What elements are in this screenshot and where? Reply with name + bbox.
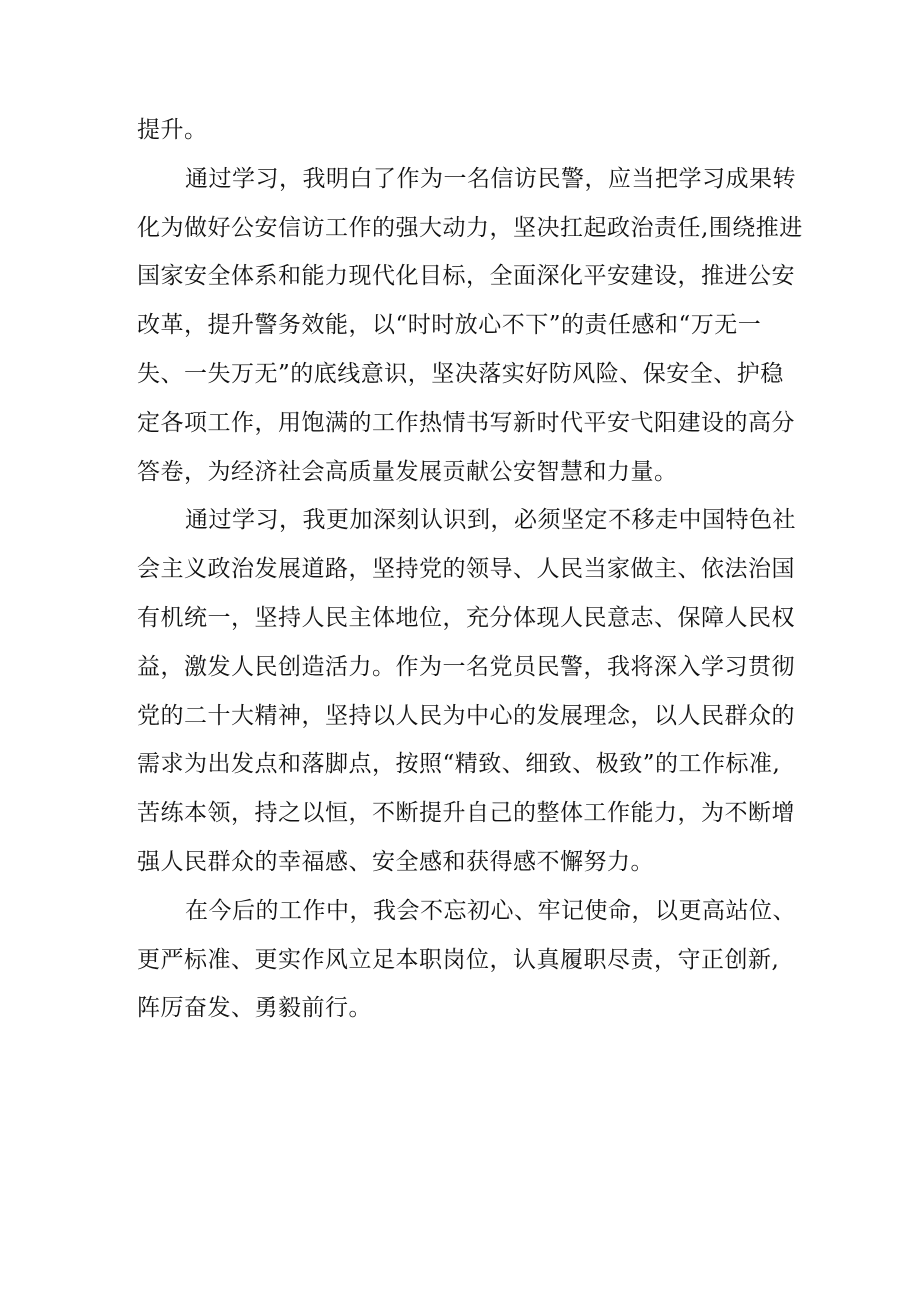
text-line: 改革，提升警务效能，以“时时放心不下”的责任感和“万无一 <box>137 312 762 339</box>
text-line: 化为做好公安信访工作的强大动力，坚决扛起政治责任,围绕推进 <box>137 214 803 241</box>
text-line: 提升。 <box>137 117 208 143</box>
text-line: 阵厉奋发、勇毅前行。 <box>137 995 372 1022</box>
text-line: 会主义政治发展道路，坚持党的领导、人民当家做主、依法治国 <box>137 556 795 583</box>
text-line: 苦练本领，持之以恒，不断提升自己的整体工作能力，为不断增 <box>137 800 795 827</box>
text-line: 答卷，为经济社会高质量发展贡献公安智慧和力量。 <box>137 458 678 485</box>
paragraph-future-work <box>137 887 796 1033</box>
text-line: 党的二十大精神，坚持以人民为中心的发展理念，以人民群众的 <box>137 702 795 729</box>
text-line: 通过学习，我更加深刻认识到，必须坚定不移走中国特色社 <box>185 507 796 534</box>
paragraph-study-petition-police <box>137 155 803 497</box>
text-line: 需求为出发点和落脚点，按照“精致、细致、极致”的工作标准, <box>137 751 781 778</box>
text-line: 更严标准、更实作风立足本职岗位，认真履职尽责，守正创新, <box>137 946 780 973</box>
text-line: 强人民群众的幸福感、安全感和获得感不懈努力。 <box>137 848 654 875</box>
document-body <box>137 106 803 1033</box>
text-line: 在今后的工作中，我会不忘初心、牢记使命，以更高站位、 <box>185 897 796 924</box>
text-line: 通过学习，我明白了作为一名信访民警，应当把学习成果转 <box>185 165 796 192</box>
paragraph-continuation <box>137 106 793 155</box>
paragraph-study-political-path <box>137 496 796 886</box>
text-line: 失、一失万无”的底线意识，坚决落实好防风险、保安全、护稳 <box>137 360 784 387</box>
text-line: 国家安全体系和能力现代化目标，全面深化平安建设，推进公安 <box>137 263 795 290</box>
text-line: 有机统一，坚持人民主体地位，充分体现人民意志、保障人民权 <box>137 604 795 631</box>
text-line: 益，激发人民创造活力。作为一名党员民警，我将深入学习贯彻 <box>137 653 795 680</box>
text-line: 定各项工作，用饱满的工作热情书写新时代平安弋阳建设的高分 <box>137 409 795 436</box>
